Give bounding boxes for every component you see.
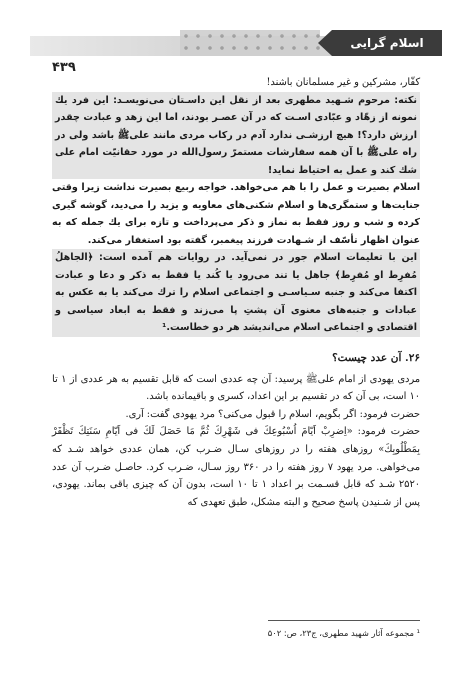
- page-header: [0, 0, 472, 58]
- running-title: اسلام گرایی: [332, 30, 442, 56]
- paragraph-4: مردی یهودی از امام علی‌ﷺ پرسید: آن چه عددی است که قابل تقسیم به هر عددی از ۱ تا ۱۰ است، بی آن که در تقسیم بر این اعداد، کسری و باقیمانده باشد.: [52, 373, 420, 403]
- paragraph-6: حضرت فرمود: «اِضرِبْ اَیّامَ اُسْبُوعِكَ فی شَهْرِكَ ثُمَّ مَا حَصَلَ لَكَ فی اَیّامِ سَنَتِكَ تَظْفَرْ بِمَطْلُوبِكَ» روزهای هفته را در روزهای سـال ضـرب کن، همان عددی خواهد شـد که می‌خواهی. مرد یهود ۷ روز هفته را در ۳۶۰ روز سـال، ضـرب کرد. حاصـل ضـرب آن عدد ۲۵۲۰ شـد که قابل قسـمت بر اعداد ۱ تا ۱۰ است، بدون آن که چیزی باقی بماند. یهودی، پس از شـنیدن پاسخ صحیح و البته مشکل، طبق تعهدی که: [52, 426, 420, 508]
- section-heading: ۲۶. آن عدد چیست؟: [332, 351, 420, 364]
- title-notch: [318, 30, 332, 56]
- opening-line: کفّار، مشرکین و غیر مسلمانان باشند!: [266, 77, 420, 88]
- page-body: [52, 74, 420, 511]
- header-ornament: [180, 30, 320, 56]
- paragraph-2: اسلام بصیرت و عمل را با هم می‌خواهد. خواجه ربیع بصیرت نداشت زیرا وقتی جنایت‌ها و ستمگری‌ها و اسلام شکنی‌های معاویه و یزید را می‌دید، گوشه گیری کرده و شب و روز فقط به نماز و ذکر می‌پرداخت و تازه برای یك جمله كه به عنوان اظهار تأسّف از شـهادت فرزند پیغمبر، گفته بود استغفار می‌کند.: [52, 182, 420, 246]
- page-number: ۴۳۹: [52, 60, 76, 75]
- paragraph-3: این با تعلیمات اسلام جور در نمی‌آید. در روایات هم آمده است: ﴿الجاهلُ مُفرِط او مُفرِط﴾ جاهل یا تند می‌رود یا کُند یا فقط به ذکر و دعا و عبادت اکتفا می‌کند و جنبه سـیاسـی و اجتماعی اسلام را ترك می‌کند یا به عکس به عبادات و جنبه‌های معنوی آن پشتِ پا می‌زند و فقط به ابعاد سیاسی و اقتصادی و اجتماعی اسلام می‌اندیشد هر دو خطاست.¹: [52, 249, 420, 337]
- paragraph-5: حضرت فرمود: اگر بگویم، اسلام را قبول می‌کنی؟ مرد یهودی گفت: آری.: [125, 408, 420, 420]
- note-paragraph: نکته: مرحوم شـهید مطهری بعد از نقل این داسـتان می‌نویسـد: این فرد یك نمونه از زهّاد و عبّادی اسـت كه در آن عصـر بودند، اما این زهد و عبادت چقدر ارزش دارد؟! هیچ ارزشـی ندارد آدم در رکاب مردی مانند علی‌ﷺ باشد ولی در راه علی‌ﷺ با آن همه سفارشات مستمرّ رسول‌الله در مورد حقانیّت امام علی شك كند و عمل به احتیاط نماید!: [52, 92, 420, 180]
- footnote-divider: [268, 620, 420, 621]
- footnote: ¹ مجموعه آثار شهید مطهری، ج۲۳، ص: ۵۰۲: [267, 628, 420, 638]
